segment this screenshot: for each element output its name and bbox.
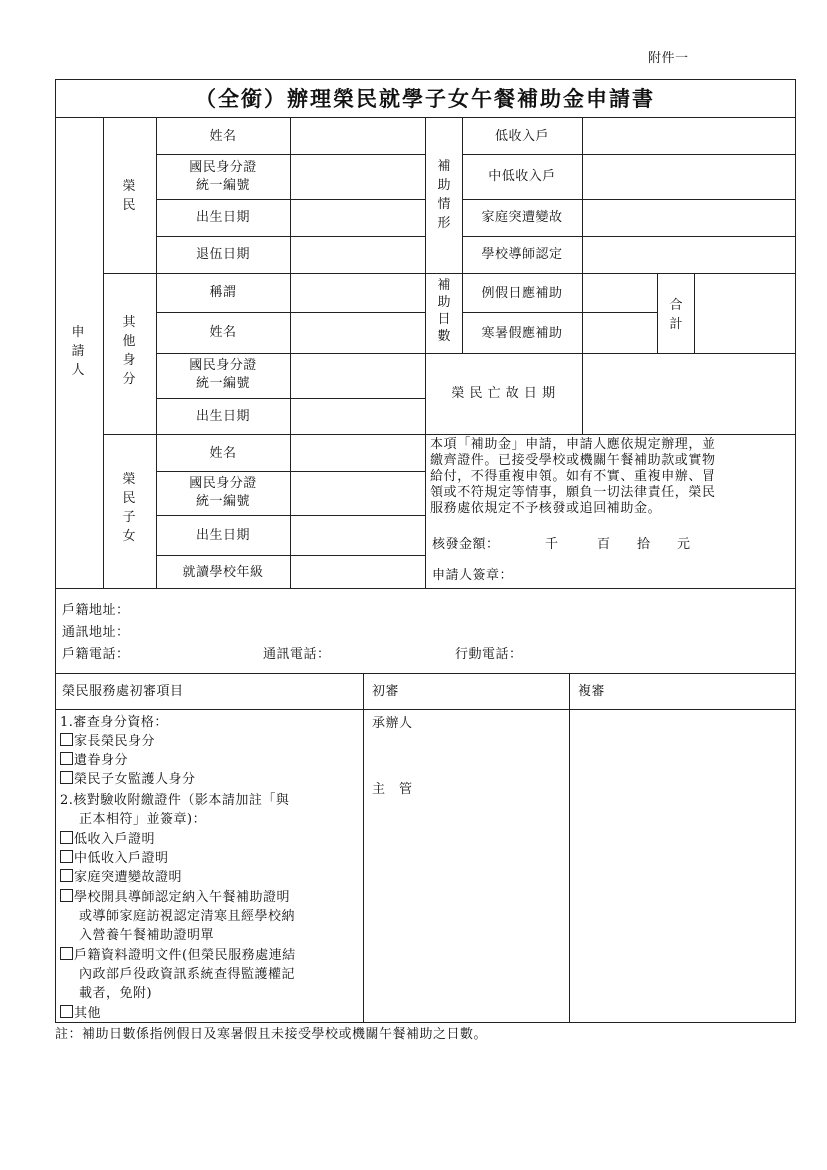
review-item-text: 1.審查身分資格： — [60, 715, 168, 730]
review-item-text: 內政部戶役政資訊系統查得監護權記 — [79, 967, 296, 982]
vacation-subsidy-label: 寒暑假應補助 — [481, 326, 563, 341]
checkbox-icon[interactable] — [60, 850, 73, 863]
checkbox-label: 學校開具導師認定納入午餐補助證明 — [74, 890, 291, 905]
review-item-checkbox[interactable] — [60, 1004, 101, 1023]
veteran-name-field[interactable] — [291, 118, 425, 154]
other-id-field[interactable] — [291, 354, 425, 398]
checkbox-label: 中低收入戶證明 — [74, 851, 169, 866]
checkbox-icon[interactable] — [60, 1005, 73, 1018]
holiday-subsidy-label: 例假日應補助 — [481, 286, 563, 301]
review-item-checkbox[interactable] — [60, 946, 296, 965]
checkbox-icon[interactable] — [60, 869, 73, 882]
review-item-checkbox[interactable] — [60, 849, 169, 868]
other-relation-label: 稱謂 — [209, 285, 237, 300]
amount-unit-ten: 拾 — [637, 537, 651, 552]
supervisor-label: 主 管 — [372, 782, 413, 797]
child-id-label-line1: 國民身分證 — [189, 476, 257, 491]
review-item-checkbox[interactable] — [60, 868, 182, 887]
child-birth-label: 出生日期 — [195, 528, 250, 543]
declaration-line: 給付，不得重複申領。如有不實、重複申辦、冒 — [430, 469, 716, 484]
vacation-subsidy-field[interactable] — [583, 313, 657, 353]
child-school-grade-label: 就讀學校年級 — [182, 565, 264, 580]
other-relation-field[interactable] — [291, 274, 425, 312]
other-birth-label: 出生日期 — [195, 409, 250, 424]
checkbox-icon[interactable] — [60, 947, 73, 960]
footnote: 註：補助日數係指例假日及寒暑假且未接受學校或機關午餐補助之日數。 — [55, 1027, 488, 1042]
veteran-birth-label: 出生日期 — [195, 210, 250, 225]
review-item-text: 載者，免附) — [79, 986, 153, 1001]
other-id-label-line1: 國民身分證 — [189, 358, 257, 373]
child-name-field[interactable] — [291, 435, 425, 471]
mobile-phone-label: 行動電話： — [455, 647, 523, 662]
child-id-label-line2: 統一編號 — [195, 494, 250, 509]
review-item-checkbox[interactable] — [60, 732, 155, 751]
group-veteran-child-label: 榮民子女 — [122, 472, 136, 544]
family-emergency-field[interactable] — [583, 200, 795, 236]
other-id-label-line2: 統一編號 — [195, 376, 250, 391]
other-name-label: 姓名 — [209, 325, 237, 340]
veteran-birth-field[interactable] — [291, 200, 425, 236]
child-birth-field[interactable] — [291, 516, 425, 555]
form-title: （全銜）辦理榮民就學子女午餐補助金申請書 — [195, 86, 655, 111]
veteran-id-field[interactable] — [291, 155, 425, 199]
declaration-line: 本項「補助金」申請，申請人應依規定辦理，並 — [430, 437, 716, 452]
checkbox-icon[interactable] — [60, 771, 73, 784]
declaration-line: 領或不符規定等情事，願負一切法律責任，榮民 — [430, 485, 716, 500]
checkbox-icon[interactable] — [60, 831, 73, 844]
other-name-field[interactable] — [291, 313, 425, 353]
review-item-checkbox[interactable] — [60, 770, 196, 789]
checkbox-icon[interactable] — [60, 733, 73, 746]
checkbox-label: 家長榮民身分 — [74, 734, 156, 749]
declaration-line: 繳齊證件。已接受學校或機關午餐補助款或實物 — [430, 453, 716, 468]
subsidy-option-family-emergency: 家庭突遭變故 — [481, 210, 563, 225]
review-item-text: 或導師家庭訪視認定清寒且經學校納 — [79, 909, 296, 924]
household-phone-label: 戶籍電話： — [62, 647, 130, 662]
mailing-address-label: 通訊地址： — [62, 625, 130, 640]
review-item-checkbox[interactable] — [60, 751, 128, 770]
group-veteran-label: 榮民 — [122, 179, 136, 213]
subsidy-option-mid-low-income: 中低收入戶 — [488, 169, 556, 184]
second-review-field[interactable] — [570, 710, 795, 1022]
checkbox-label: 遺眷身分 — [74, 753, 129, 768]
checkbox-icon[interactable] — [60, 889, 73, 902]
declaration-line: 服務處依規定不予核發或追回補助金。 — [430, 501, 662, 516]
checkbox-label: 低收入戶證明 — [74, 832, 156, 847]
veteran-death-date-field[interactable] — [583, 354, 795, 434]
review-item-text: 正本相符」並簽章)： — [79, 812, 207, 827]
veteran-death-date-label: 榮 民 亡 故 日 期 — [451, 386, 556, 401]
subsidy-total-label: 合計 — [669, 298, 683, 332]
second-review-header: 複審 — [578, 684, 606, 699]
review-item-text: 2.核對驗收附繳證件（影本請加註「與 — [60, 793, 290, 808]
subsidy-days-label: 補助日數 — [437, 278, 451, 344]
checkbox-label: 家庭突遭變故證明 — [74, 870, 183, 885]
amount-unit-hundred: 百 — [597, 537, 611, 552]
checkbox-label: 其他 — [74, 1006, 102, 1021]
checkbox-label: 榮民子女監護人身分 — [74, 772, 196, 787]
approved-amount-label: 核發金額： — [432, 537, 500, 552]
teacher-certified-field[interactable] — [583, 237, 795, 273]
mid-low-income-field[interactable] — [583, 155, 795, 199]
review-item-checkbox[interactable] — [60, 888, 290, 907]
applicant-signature-label: 申請人簽章： — [432, 568, 514, 583]
first-review-header: 初審 — [372, 684, 400, 699]
attachment-label: 附件一 — [648, 51, 689, 66]
checkbox-label: 戶籍資料證明文件(但榮民服務處連結 — [74, 948, 296, 963]
subsidy-total-field[interactable] — [695, 274, 795, 353]
child-id-field[interactable] — [291, 472, 425, 515]
low-income-field[interactable] — [583, 118, 795, 154]
review-item-checkbox[interactable] — [60, 830, 155, 849]
veteran-retire-label: 退伍日期 — [195, 247, 250, 262]
veteran-retire-field[interactable] — [291, 237, 425, 273]
subsidy-option-low-income: 低收入戶 — [494, 129, 549, 144]
subsidy-option-teacher-certified: 學校導師認定 — [481, 247, 563, 262]
veteran-id-label-line1: 國民身分證 — [189, 160, 257, 175]
handler-label: 承辦人 — [372, 716, 413, 731]
checkbox-icon[interactable] — [60, 752, 73, 765]
subsidy-status-label: 補助情形 — [437, 159, 451, 231]
group-other-identity-label: 其他身分 — [122, 315, 136, 387]
amount-unit-thousand: 千 — [545, 537, 559, 552]
household-address-label: 戶籍地址： — [62, 603, 130, 618]
amount-unit-yuan: 元 — [677, 537, 691, 552]
review-items-header: 榮民服務處初審項目 — [62, 684, 184, 699]
review-item-text: 入營養午餐補助證明單 — [79, 928, 215, 943]
holiday-subsidy-field[interactable] — [583, 274, 657, 312]
veteran-name-label: 姓名 — [209, 129, 237, 144]
applicant-label: 申請人 — [71, 325, 85, 378]
child-name-label: 姓名 — [209, 446, 237, 461]
veteran-id-label-line2: 統一編號 — [195, 178, 250, 193]
mailing-phone-label: 通訊電話： — [263, 647, 331, 662]
child-school-grade-field[interactable] — [291, 556, 425, 588]
other-birth-field[interactable] — [291, 399, 425, 434]
